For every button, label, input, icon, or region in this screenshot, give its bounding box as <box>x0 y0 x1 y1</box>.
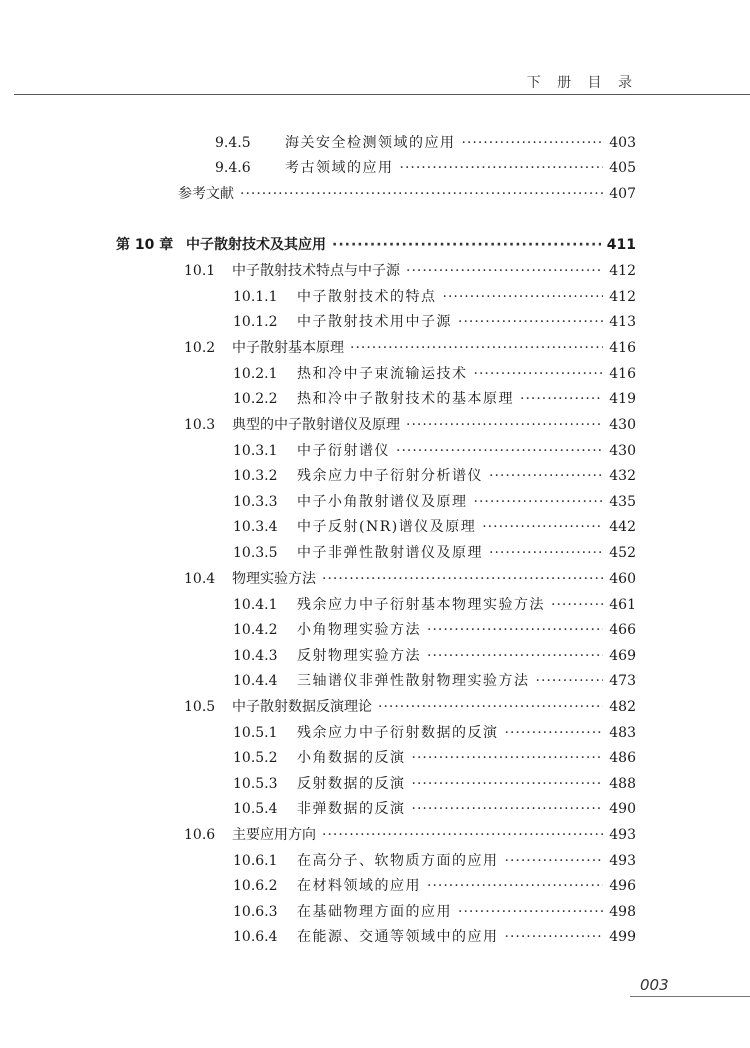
toc-entry-page: 490 <box>609 801 636 817</box>
toc-entry-page: 452 <box>609 545 636 561</box>
toc-leader-dots <box>505 927 604 947</box>
toc-entry-title: 中子散射技术及其应用 <box>186 237 326 253</box>
toc-entry[interactable] <box>233 492 636 512</box>
toc-entry-page: 483 <box>609 725 636 741</box>
toc-entry[interactable] <box>233 364 636 384</box>
toc-entry[interactable] <box>233 748 636 768</box>
toc-leader-dots <box>458 312 603 332</box>
toc-leader-dots <box>322 569 603 589</box>
toc-entry-title: 小角物理实验方法 <box>297 622 421 638</box>
toc-entry-number: 10.5.2 <box>233 750 278 766</box>
toc-leader-dots <box>427 876 603 896</box>
toc-entry-number: 10.6.2 <box>233 878 278 894</box>
toc-entry-number: 10.2.1 <box>233 366 278 382</box>
toc-entry-number: 10.2.2 <box>233 391 278 407</box>
toc-leader-dots <box>427 646 603 666</box>
toc-entry-page: 469 <box>609 648 636 664</box>
toc-entry-page: 430 <box>609 417 636 433</box>
toc-entry[interactable] <box>233 927 636 947</box>
toc-leader-dots <box>474 492 604 512</box>
toc-leader-dots <box>240 184 603 204</box>
running-head: 下 册 目 录 <box>526 75 638 91</box>
toc-entry-title: 中子小角散射谱仪及原理 <box>297 494 468 510</box>
toc-section-entry[interactable] <box>184 338 636 358</box>
toc-entry-number: 10.2 <box>184 340 216 356</box>
toc-entry-page: 416 <box>609 366 636 382</box>
toc-leader-dots <box>378 697 603 717</box>
toc-entry-title: 物理实验方法 <box>232 571 316 587</box>
toc-section-entry[interactable] <box>184 569 636 589</box>
toc-entry[interactable] <box>233 620 636 640</box>
toc-entry[interactable] <box>233 723 636 743</box>
toc-leader-dots <box>406 415 603 435</box>
toc-entry-number: 10.4 <box>184 571 216 587</box>
toc-entry[interactable] <box>233 312 636 332</box>
toc-entry-page: 416 <box>609 340 636 356</box>
toc-entry-title: 非弹数据的反演 <box>297 801 406 817</box>
toc-entry[interactable] <box>233 389 636 409</box>
toc-entry-page: 411 <box>606 237 636 253</box>
toc-entry-page: 482 <box>609 699 636 715</box>
toc-leader-dots <box>536 671 604 691</box>
toc-entry[interactable] <box>233 774 636 794</box>
toc-entry-page: 461 <box>609 597 636 613</box>
toc-entry[interactable] <box>215 158 636 178</box>
toc-entry-number: 9.4.5 <box>215 135 251 151</box>
toc-entry[interactable] <box>233 517 636 537</box>
footer-rule <box>630 996 750 997</box>
toc-entry-title: 中子反射(NR)谱仪及原理 <box>297 519 477 535</box>
toc-section-entry[interactable] <box>184 261 636 281</box>
toc-entry-number: 10.5 <box>184 699 216 715</box>
toc-entry-title: 反射物理实验方法 <box>297 648 421 664</box>
toc-section-entry[interactable] <box>184 415 636 435</box>
toc-entry-title: 三轴谱仪非弹性散射物理实验方法 <box>297 673 530 689</box>
toc-entry-page: 496 <box>609 878 636 894</box>
toc-leader-dots <box>505 723 604 743</box>
toc-section-entry[interactable] <box>184 697 636 717</box>
toc-entry-page: 499 <box>609 929 636 945</box>
toc-entry-title: 参考文献 <box>178 186 234 202</box>
toc-entry-title: 在基础物理方面的应用 <box>297 904 452 920</box>
toc-entry[interactable] <box>233 466 636 486</box>
toc-entry[interactable] <box>233 851 636 871</box>
toc-entry-page: 460 <box>609 571 636 587</box>
toc-entry-page: 413 <box>609 314 636 330</box>
toc-entry-title: 中子散射技术的特点 <box>297 289 437 305</box>
toc-leader-dots <box>427 620 603 640</box>
toc-leader-dots <box>505 851 604 871</box>
toc-entry-page: 493 <box>609 853 636 869</box>
toc-section-entry[interactable] <box>184 825 636 845</box>
toc-leader-dots <box>458 902 603 922</box>
toc-leader-dots <box>489 543 603 563</box>
toc-entry-number: 10.3.2 <box>233 468 278 484</box>
toc-entry-title: 热和冷中子散射技术的基本原理 <box>297 391 514 407</box>
toc-entry[interactable] <box>233 671 636 691</box>
toc-entry-number: 10.5.4 <box>233 801 278 817</box>
toc-entry-title: 残余应力中子衍射数据的反演 <box>297 725 499 741</box>
toc-entry[interactable] <box>233 543 636 563</box>
toc-entry[interactable] <box>233 876 636 896</box>
toc-entry[interactable] <box>233 646 636 666</box>
toc-leader-dots <box>400 158 604 178</box>
toc-leader-dots <box>406 261 603 281</box>
toc-entry-number: 10.5.1 <box>233 725 278 741</box>
toc-entry-title: 反射数据的反演 <box>297 776 406 792</box>
toc-entry-number: 10.3.4 <box>233 519 278 535</box>
toc-entry-title: 中子非弹性散射谱仪及原理 <box>297 545 483 561</box>
toc-leader-dots <box>443 287 604 307</box>
toc-entry-title: 在材料领域的应用 <box>297 878 421 894</box>
toc-entry-page: 407 <box>609 186 636 202</box>
toc-entry-page: 442 <box>609 519 636 535</box>
toc-leader-dots <box>350 338 603 358</box>
toc-entry-title: 中子散射数据反演理论 <box>232 699 372 715</box>
toc-entry-title: 中子散射技术特点与中子源 <box>232 263 400 279</box>
toc-leader-dots <box>412 774 604 794</box>
toc-entry-page: 486 <box>609 750 636 766</box>
toc-entry[interactable] <box>178 184 636 204</box>
toc-entry-number: 10.6 <box>184 827 216 843</box>
toc-entry-number: 10.3.5 <box>233 545 278 561</box>
toc-entry-number: 10.6.1 <box>233 853 278 869</box>
toc-leader-dots <box>412 748 604 768</box>
toc-entry-title: 考古领域的应用 <box>285 160 394 176</box>
toc-entry-title: 在高分子、软物质方面的应用 <box>297 853 499 869</box>
toc-entry-page: 419 <box>609 391 636 407</box>
toc-leader-dots <box>551 595 603 615</box>
toc-entry-number: 9.4.6 <box>215 160 251 176</box>
toc-leader-dots <box>462 133 604 153</box>
toc-entry-page: 403 <box>609 135 636 151</box>
toc-entry-number: 10.5.3 <box>233 776 278 792</box>
toc-entry-page: 498 <box>609 904 636 920</box>
toc-leader-dots <box>520 389 603 409</box>
toc-entry-number: 10.1.2 <box>233 314 278 330</box>
toc-entry-title: 主要应用方向 <box>232 827 316 843</box>
toc-entry-number: 10.4.2 <box>233 622 278 638</box>
toc-entry-title: 小角数据的反演 <box>297 750 406 766</box>
toc-entry-title: 海关安全检测领域的应用 <box>285 135 456 151</box>
toc-entry-title: 热和冷中子束流输运技术 <box>297 366 468 382</box>
toc-entry-number: 10.3.1 <box>233 443 278 459</box>
toc-entry-page: 466 <box>609 622 636 638</box>
toc-entry-number: 10.6.3 <box>233 904 278 920</box>
toc-leader-dots <box>396 441 603 461</box>
toc-entry-title: 在能源、交通等领域中的应用 <box>297 929 499 945</box>
toc-entry-page: 473 <box>609 673 636 689</box>
toc-entry-number: 10.4.3 <box>233 648 278 664</box>
toc-entry[interactable] <box>233 799 636 819</box>
toc-leader-dots <box>332 235 601 255</box>
toc-entry[interactable] <box>233 595 636 615</box>
toc-entry-number: 10.1.1 <box>233 289 278 305</box>
toc-entry-page: 412 <box>609 263 636 279</box>
toc-entry-number: 10.1 <box>184 263 216 279</box>
toc-entry-title: 残余应力中子衍射基本物理实验方法 <box>297 597 545 613</box>
toc-entry[interactable] <box>233 287 636 307</box>
toc-leader-dots <box>489 466 603 486</box>
toc-leader-dots <box>412 799 604 819</box>
toc-entry-title: 残余应力中子衍射分析谱仪 <box>297 468 483 484</box>
toc-entry-title: 中子散射技术用中子源 <box>297 314 452 330</box>
toc-entry-page: 412 <box>609 289 636 305</box>
toc-entry-number: 10.3.3 <box>233 494 278 510</box>
toc-leader-dots <box>474 364 604 384</box>
toc-chapter-entry[interactable] <box>116 235 636 255</box>
toc-entry-number: 10.4.4 <box>233 673 278 689</box>
toc-entry-page: 432 <box>609 468 636 484</box>
page-number: 003 <box>640 976 669 994</box>
toc-entry-page: 430 <box>609 443 636 459</box>
toc-entry-title: 中子衍射谱仪 <box>297 443 390 459</box>
toc-entry-number: 第 10 章 <box>116 237 174 253</box>
toc-entry-page: 405 <box>609 160 636 176</box>
toc-entry[interactable] <box>233 441 636 461</box>
toc-entry[interactable] <box>215 133 636 153</box>
toc-entry-title: 中子散射基本原理 <box>232 340 344 356</box>
toc-entry-page: 493 <box>609 827 636 843</box>
toc-leader-dots <box>482 517 603 537</box>
toc-entry-page: 488 <box>609 776 636 792</box>
toc-leader-dots <box>322 825 603 845</box>
toc-entry[interactable] <box>233 902 636 922</box>
toc-entry-number: 10.6.4 <box>233 929 278 945</box>
toc-entry-number: 10.3 <box>184 417 216 433</box>
toc-entry-page: 435 <box>609 494 636 510</box>
toc-entry-title: 典型的中子散射谱仪及原理 <box>232 417 400 433</box>
toc-entry-number: 10.4.1 <box>233 597 278 613</box>
